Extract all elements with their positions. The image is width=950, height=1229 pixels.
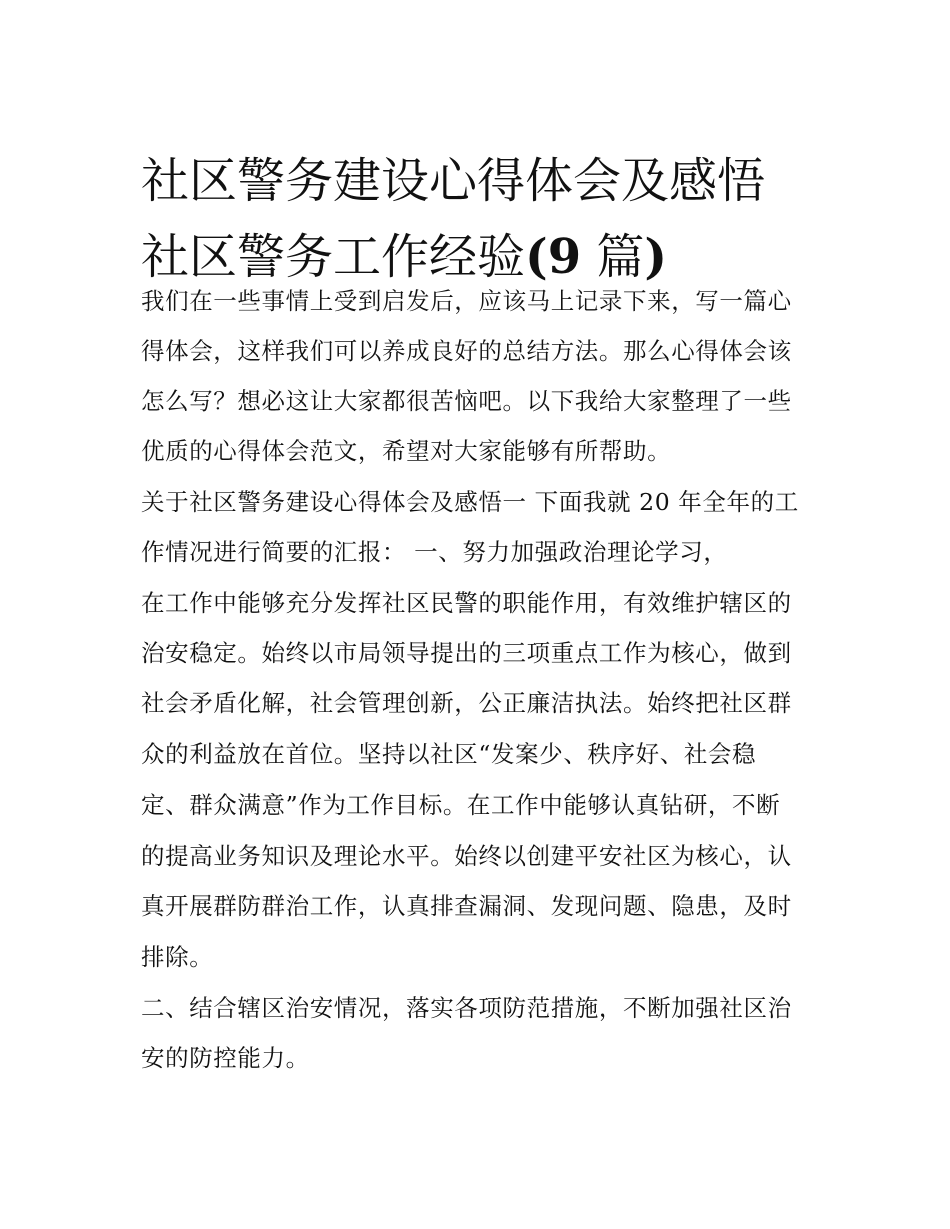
body-line: 二、结合辖区治安情况，落实各项防范措施，不断加强社区治	[141, 994, 792, 1022]
body-line: 社会矛盾化解，社会管理创新，公正廉洁执法。始终把社区群	[141, 689, 792, 717]
title-line-2-close: )	[644, 229, 668, 286]
body-line: 怎么写？想必这让大家都很苦恼吧。以下我给大家整理了一些	[141, 387, 792, 415]
title-line-2-word: 篇	[596, 229, 645, 286]
body-line: 治安稳定。始终以市局领导提出的三项重点工作为核心，做到	[141, 639, 792, 667]
title-line-2-paren: (9	[525, 229, 582, 286]
document-title-line-1: 社区警务建设心得体会及感悟	[141, 153, 766, 210]
body-line: 我们在一些事情上受到启发后，应该马上记录下来，写一篇心	[141, 287, 792, 315]
body-line: 作情况进行简要的汇报： 一、努力加强政治理论学习，	[141, 538, 728, 566]
body-line: 在工作中能够充分发挥社区民警的职能作用，有效维护辖区的	[141, 589, 792, 617]
body-line: 众的利益放在首位。坚持以社区“发案少、秩序好、社会稳	[141, 740, 757, 768]
body-line: 得体会，这样我们可以养成良好的总结方法。那么心得体会该	[141, 337, 792, 365]
body-line: 真开展群防群治工作，认真排查漏洞、发现问题、隐患，及时	[141, 892, 792, 920]
body-line: 排除。	[141, 943, 214, 971]
body-line: 安的防控能力。	[141, 1044, 310, 1072]
body-line: 定、群众满意”作为工作目标。在工作中能够认真钻研，不断	[141, 791, 781, 819]
body-line: 关于社区警务建设心得体会及感悟一 下面我就 20 年全年的工	[141, 488, 799, 516]
body-line: 的提高业务知识及理论水平。始终以创建平安社区为核心，认	[141, 842, 792, 870]
body-line: 优质的心得体会范文，希望对大家能够有所帮助。	[141, 437, 672, 465]
document-title-line-2	[141, 228, 667, 286]
title-line-2-text: 社区警务工作经验	[141, 229, 526, 286]
